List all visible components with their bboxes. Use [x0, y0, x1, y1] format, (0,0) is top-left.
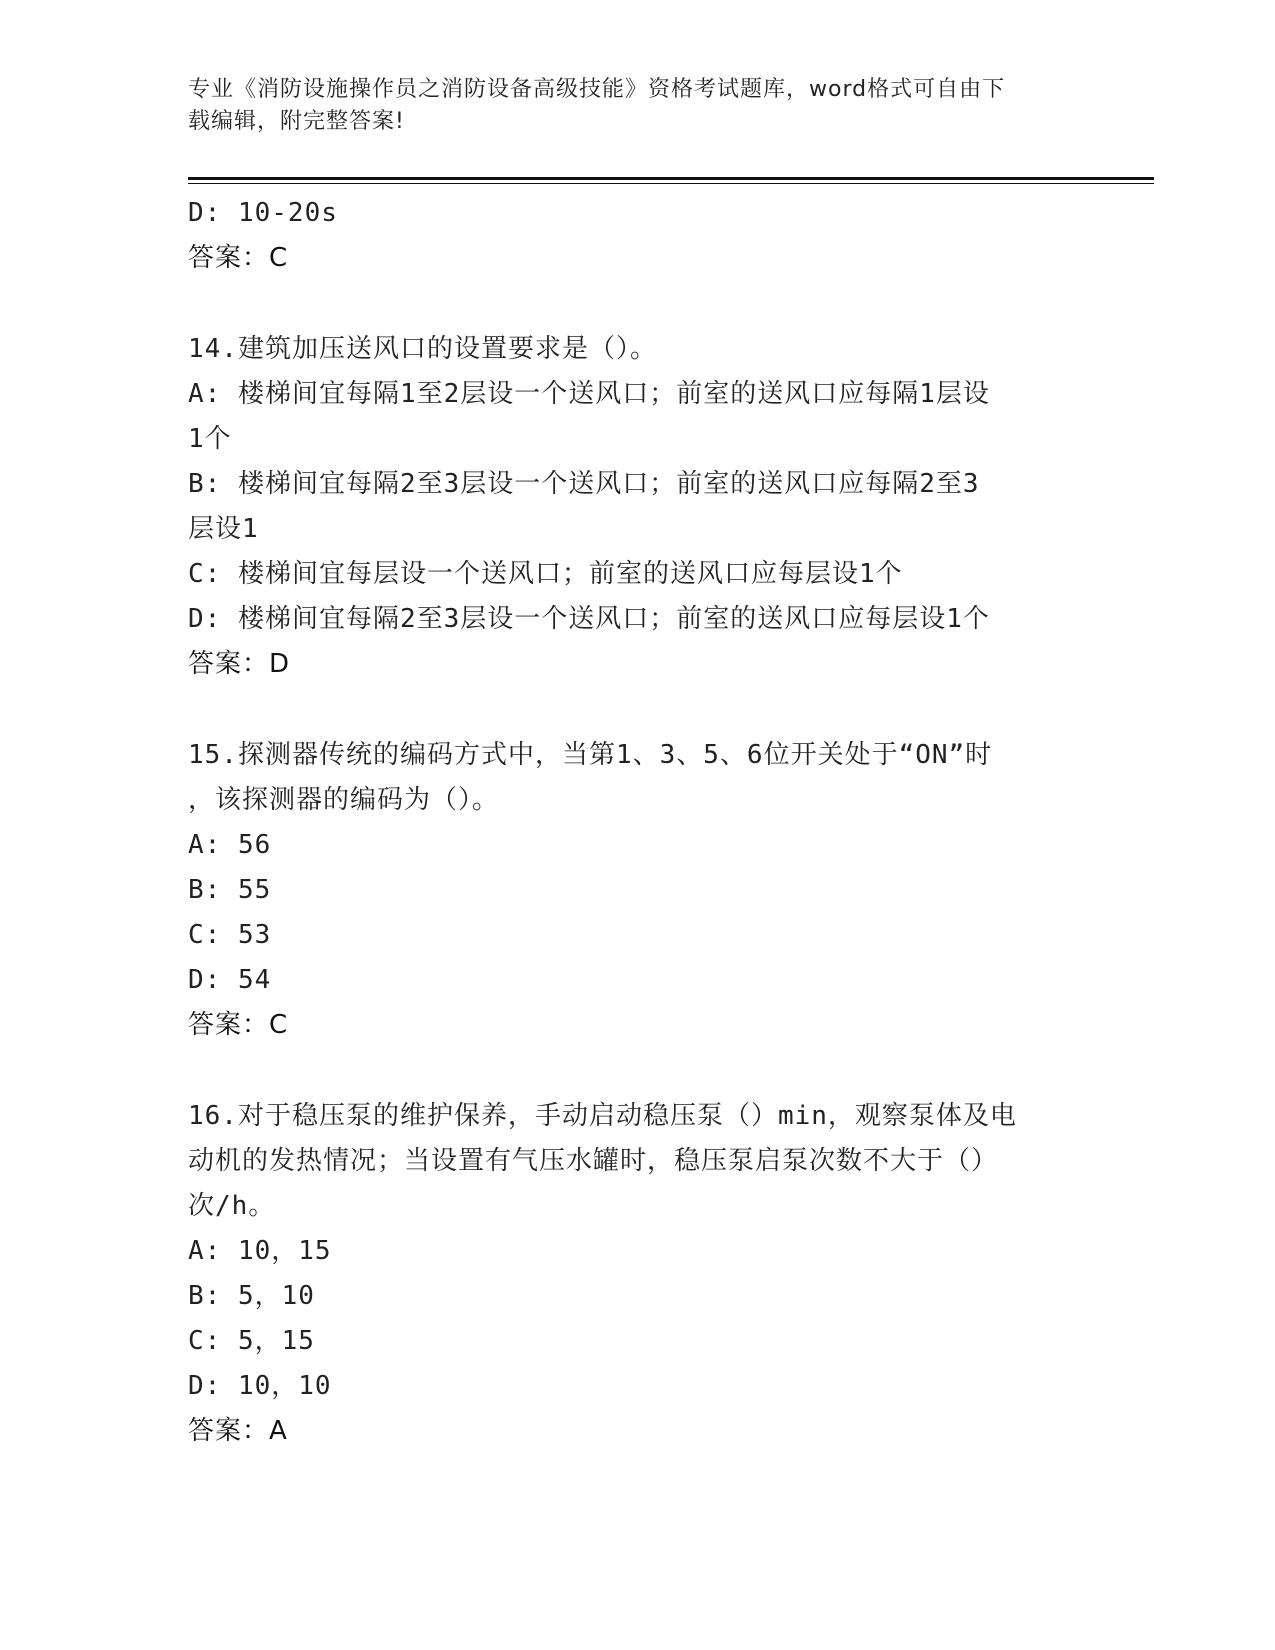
header-line-1: 专业《消防设施操作员之消防设备高级技能》资格考试题库，word格式可自由下: [188, 77, 1006, 102]
q16-option-b: B: 5，10: [188, 1281, 315, 1311]
q15-option-c: C: 53: [188, 920, 272, 950]
q15-answer: 答案：C: [188, 1010, 289, 1040]
question-15: [188, 733, 1088, 1048]
document-header: [188, 74, 1068, 138]
q14-option-a-line-2: 1个: [188, 424, 232, 454]
q15-option-b: B: 55: [188, 875, 272, 905]
question-14: [188, 327, 1088, 687]
q14-option-d: D: 楼梯间宜每隔2至3层设一个送风口；前室的送风口应每层设1个: [188, 604, 990, 634]
q16-stem-line-3: 次/h。: [188, 1191, 276, 1221]
q16-stem-line-1: 16.对于稳压泵的维护保养，手动启动稳压泵（）min，观察泵体及电: [188, 1101, 1017, 1131]
q15-stem-line-1: 15.探测器传统的编码方式中，当第1、3、5、6位开关处于“ON”时: [188, 740, 993, 770]
q14-stem: 14.建筑加压送风口的设置要求是（）。: [188, 334, 657, 364]
q14-option-b-line-1: B: 楼梯间宜每隔2至3层设一个送风口；前室的送风口应每隔2至3: [188, 469, 980, 499]
q14-option-a-line-1: A: 楼梯间宜每隔1至2层设一个送风口；前室的送风口应每隔1层设: [188, 379, 990, 409]
q16-answer: 答案：A: [188, 1416, 288, 1446]
header-line-2: 载编辑，附完整答案!: [188, 109, 405, 134]
q14-option-c: C: 楼梯间宜每层设一个送风口；前室的送风口应每层设1个: [188, 559, 903, 589]
q15-stem-line-2: ，该探测器的编码为（）。: [188, 785, 500, 815]
q16-option-d: D: 10，10: [188, 1371, 332, 1401]
spacer: [188, 281, 1088, 327]
header-divider-thick: [188, 177, 1154, 180]
spacer: [188, 1048, 1088, 1094]
prev-option-d: D: 10-20s: [188, 198, 338, 228]
q15-option-d: D: 54: [188, 965, 272, 995]
q16-stem-line-2: 动机的发热情况；当设置有气压水罐时，稳压泵启泵次数不大于（）: [188, 1146, 999, 1176]
q16-option-c: C: 5，15: [188, 1326, 315, 1356]
prev-answer: 答案：C: [188, 243, 289, 273]
q14-answer: 答案：D: [188, 649, 291, 679]
q14-option-b-line-2: 层设1: [188, 514, 259, 544]
q16-option-a: A: 10，15: [188, 1236, 332, 1266]
q15-option-a: A: 56: [188, 830, 272, 860]
question-16: [188, 1094, 1088, 1454]
spacer: [188, 687, 1088, 733]
question-content: [188, 191, 1088, 1454]
header-divider-thin: [188, 183, 1154, 184]
